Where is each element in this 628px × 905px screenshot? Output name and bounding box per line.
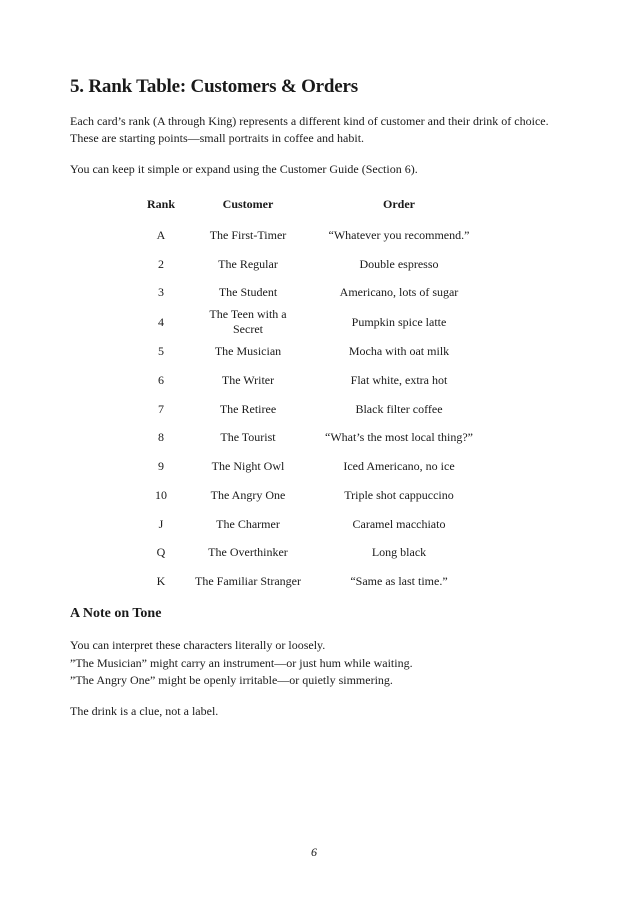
customer-cell: The Angry One <box>210 487 286 502</box>
section-title: 5. Rank Table: Customers & Orders <box>70 76 358 97</box>
table-row <box>128 279 496 308</box>
order-cell: Mocha with oat milk <box>348 344 450 359</box>
table-row <box>128 539 496 568</box>
rank-cell: A <box>156 227 166 242</box>
customer-cell: The Musician <box>214 344 282 359</box>
order-cell: “Whatever you recommend.” <box>328 227 470 242</box>
rank-cell: 3 <box>158 285 164 300</box>
rank-cell: J <box>158 516 164 531</box>
order-cell: Pumpkin spice latte <box>351 314 447 329</box>
customer-cell: The Writer <box>221 372 275 387</box>
intro-paragraph <box>70 113 570 147</box>
customer-cell: The Regular <box>218 256 278 271</box>
header-rank: Rank <box>146 196 175 211</box>
intro-line: Each card’s rank (A through King) represents a different kind of customer and their drink of choice. <box>70 114 549 128</box>
customer-cell: The Teen with a Secret <box>209 307 287 337</box>
rank-cell: Q <box>156 545 166 560</box>
table-row <box>128 366 496 395</box>
header-customer: Customer <box>222 196 274 211</box>
order-cell: Black filter coffee <box>355 401 443 416</box>
order-cell: “Same as last time.” <box>350 574 448 589</box>
rank-cell: 6 <box>158 372 164 387</box>
table-row <box>128 307 496 337</box>
note-paragraph <box>70 637 570 690</box>
table-row <box>128 395 496 424</box>
customer-cell: The Student <box>218 285 278 300</box>
rank-cell: 4 <box>158 314 164 329</box>
header-order: Order <box>383 196 415 211</box>
table-row <box>128 567 496 596</box>
note-heading: A Note on Tone <box>70 606 162 621</box>
rank-cell: 2 <box>158 256 164 271</box>
customer-cell: The Familiar Stranger <box>195 574 301 589</box>
customer-cell: The Tourist <box>220 430 276 445</box>
order-cell: Triple shot cappuccino <box>344 487 454 502</box>
customer-cell: The Charmer <box>216 516 280 531</box>
rank-cell: 8 <box>158 430 164 445</box>
customer-cell: The First-Timer <box>209 227 287 242</box>
table-header-row <box>128 193 496 221</box>
order-cell: Flat white, extra hot <box>350 372 448 387</box>
rank-cell: 5 <box>158 344 164 359</box>
rank-cell: 10 <box>155 487 167 502</box>
rank-cell: 9 <box>158 459 164 474</box>
table-row <box>128 452 496 481</box>
note-line: You can interpret these characters literally or loosely. <box>70 638 326 652</box>
page-number: 6 <box>311 845 317 859</box>
table-row <box>128 424 496 453</box>
customer-cell: The Retiree <box>219 401 277 416</box>
rank-cell: 7 <box>158 401 164 416</box>
table-row <box>128 510 496 539</box>
intro-line: These are starting points—small portraits in coffee and habit. <box>70 131 365 145</box>
note-line: ”The Angry One” might be openly irritable—or quietly simmering. <box>70 673 393 687</box>
closing-line: The drink is a clue, not a label. <box>70 704 219 718</box>
table-row <box>128 337 496 366</box>
table-row <box>128 481 496 510</box>
order-cell: Americano, lots of sugar <box>339 285 459 300</box>
note-line: ”The Musician” might carry an instrument—or just hum while waiting. <box>70 655 413 670</box>
customer-cell: The Night Owl <box>211 459 285 474</box>
customer-cell: The Overthinker <box>208 545 288 560</box>
rank-table <box>128 193 496 596</box>
order-cell: Caramel macchiato <box>352 516 446 531</box>
order-cell: Long black <box>371 545 427 560</box>
customer-guide-note: You can keep it simple or expand using the Customer Guide (Section 6). <box>70 162 418 176</box>
table-row <box>128 221 496 250</box>
table-row <box>128 250 496 279</box>
rank-cell: K <box>156 574 166 589</box>
order-cell: “What’s the most local thing?” <box>325 430 473 445</box>
order-cell: Double espresso <box>359 256 439 271</box>
order-cell: Iced Americano, no ice <box>343 459 455 474</box>
